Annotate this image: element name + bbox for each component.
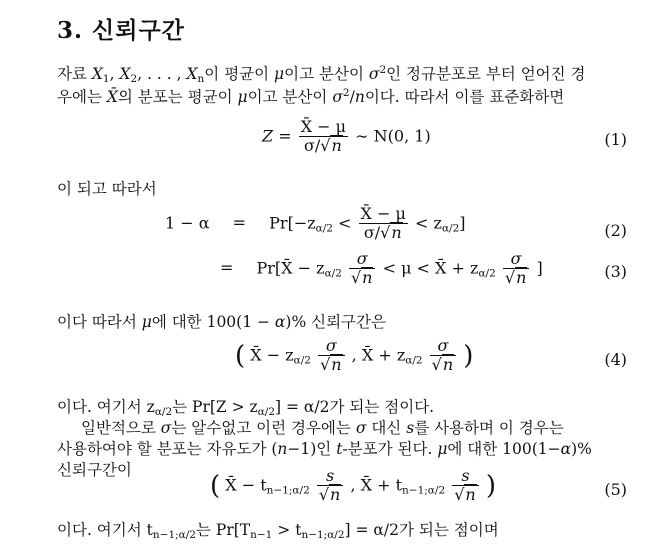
equation-3-number: (3) bbox=[604, 262, 627, 281]
equation-2: $1 - \alpha = Pr[-z_{\alpha/2}$ < $\frac{X̄ - \mu}{\sigma/√n}$ < $z_{\alpha/2}$] bbox=[165, 204, 466, 243]
equation-4-number: (4) bbox=[604, 350, 627, 369]
para2-line4: 신뢰구간이 bbox=[57, 461, 132, 479]
text-after-eq1: 이 되고 따라서 bbox=[57, 180, 157, 198]
text-after-eq3: 이다 따라서 μ에 대한 100(1 − α)% 신뢰구간은 bbox=[57, 313, 386, 331]
para3-line: 이다. 여기서 $t_{n-1;\alpha/2}$는 $Pr[T_{n-1} > t_{n-1;\alpha/2}] = \alpha/2$가 되는 점이며 bbox=[57, 521, 499, 541]
para1-line1: 자료 $X_1$, $X_2$, . . . , $X_n$이 평균이 μ이고 분산이 $\sigma^2$인 정규분포로 부터 얻어진 경 bbox=[57, 64, 586, 85]
para1-line2: 우에는 X̄의 분포는 평균이 μ이고 분산이 $\sigma^2/n$이다. 따라서 이를 표준화하면 bbox=[57, 87, 565, 106]
equation-1: Z = $\frac{X̄ - \mu}{\sigma/√n}$ ∼ N(0, 1) bbox=[262, 117, 431, 156]
para2-line1: 이다. 여기서 $z_{\alpha/2}$는 $Pr[Z > z_{\alpha/2}] = \alpha/2$가 되는 점이다. bbox=[57, 398, 435, 418]
para2-line2: 일반적으로 σ는 알수없고 이런 경우에는 σ 대신 s를 사용하며 이 경우는 bbox=[81, 419, 564, 437]
section-title: 3. 신뢰구간 bbox=[57, 17, 185, 44]
equation-3: = Pr[X̄ − $z_{\alpha/2}$ $\frac{\sigma}{√n}$ < μ < X̄ + $z_{\alpha/2}$ $\frac{\sigma}{√n}$ ] bbox=[220, 249, 543, 288]
equation-4: ( X̄ − $z_{\alpha/2}$ $\frac{\sigma}{√n}$ , X̄ + $z_{\alpha/2}$ $\frac{\sigma}{√n}$ ) bbox=[235, 336, 474, 375]
para2-line3: 사용하여야 할 분포는 자유도가 (n−1)인 t-분포가 된다. μ에 대한 100(1−α)% bbox=[57, 440, 592, 458]
equation-1-number: (1) bbox=[604, 130, 627, 149]
equation-2-number: (2) bbox=[604, 221, 627, 240]
equation-5-number: (5) bbox=[604, 480, 627, 499]
equation-5: ( X̄ − $t_{n-1;\alpha/2}$ $\frac{s}{√n}$ , X̄ + $t_{n-1;\alpha/2}$ $\frac{s}{√n}$ ) bbox=[210, 466, 496, 505]
